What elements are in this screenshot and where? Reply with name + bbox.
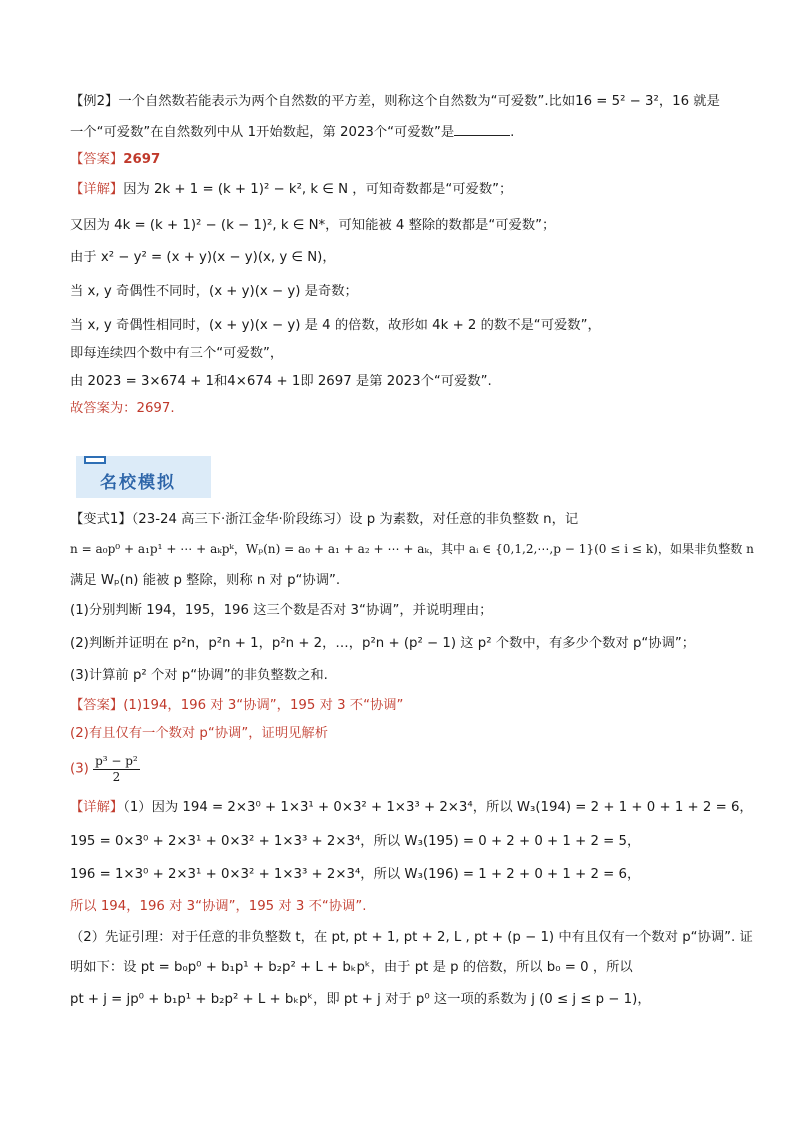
answer-1-label: 【答案】 xyxy=(70,152,124,167)
answer-blank xyxy=(454,123,510,136)
answer-2-line-1 xyxy=(70,697,403,715)
answer-1-value: 2697 xyxy=(123,152,161,167)
example-2-line-2-text: 一个“可爱数”在自然数列中从 1开始数起，第 2023个“可爱数”是 xyxy=(70,125,455,140)
fraction-numerator: p³ − p² xyxy=(95,754,138,768)
answer-2-part-1: (1)194，196 对 3“协调”，195 对 3 不“协调” xyxy=(123,698,404,713)
detail-2-line-5: （2）先证引理：对于任意的非负整数 t，在 pt, pt + 1, pt + 2, L , pt + (p − 1) 中有且仅有一个数对 p“协调”. 证 xyxy=(70,930,753,945)
detail-1-text-1: 因为 2k + 1 = (k + 1)² − k², k ∈ N ，可知奇数都是“可爱数”； xyxy=(123,182,513,197)
detail-1-line-7: 由 2023 = 3×674 + 1和4×674 + 1即 2697 是第 2023个“可爱数”. xyxy=(70,374,492,389)
answer-2-part-3-prefix: (3) xyxy=(70,761,89,777)
banner-title: 名校模拟 xyxy=(100,473,176,493)
question-2: (2)判断并证明在 p²n，p²n + 1，p²n + 2，…，p²n + (p² − 1) 这 p² 个数中，有多少个数对 p“协调”； xyxy=(70,636,696,651)
detail-2-text-1: （1）因为 194 = 2×3⁰ + 1×3¹ + 0×3² + 1×3³ + 2×3⁴，所以 W₃(194) = 2 + 1 + 0 + 1 + 2 = 6， xyxy=(123,800,753,815)
question-3: (3)计算前 p² 个对 p“协调”的非负整数之和. xyxy=(70,668,328,683)
detail-1-line-1 xyxy=(70,181,512,199)
answer-2-fraction xyxy=(93,754,140,785)
question-1: (1)分别判断 194，195，196 这三个数是否对 3“协调”，并说明理由； xyxy=(70,603,493,618)
detail-1-line-8: 故答案为：2697. xyxy=(70,401,175,416)
detail-1-line-2: 又因为 4k = (k + 1)² − (k − 1)², k ∈ N*，可知能被 4 整除的数都是“可爱数”； xyxy=(70,218,556,233)
example-2-line-2 xyxy=(70,123,514,142)
fraction-denominator: 2 xyxy=(112,770,121,784)
detail-1-line-4: 当 x, y 奇偶性不同时，(x + y)(x − y) 是奇数； xyxy=(70,284,358,299)
detail-1-line-5: 当 x, y 奇偶性相同时，(x + y)(x − y) 是 4 的倍数，故形如 4k + 2 的数不是“可爱数”， xyxy=(70,318,601,333)
detail-1-label: 【详解】 xyxy=(70,182,124,197)
detail-1-line-6: 即每连续四个数中有三个“可爱数”， xyxy=(70,346,284,361)
detail-2-line-6: 明如下：设 pt = b₀p⁰ + b₁p¹ + b₂p² + L + bₖpᵏ，由于 pt 是 p 的倍数，所以 b₀ = 0 ，所以 xyxy=(70,960,633,975)
answer-2-label: 【答案】 xyxy=(70,698,124,713)
detail-1-line-3: 由于 x² − y² = (x + y)(x − y)(x, y ∈ N)， xyxy=(70,250,336,265)
variant-1-line-3: 满足 Wₚ(n) 能被 p 整除，则称 n 对 p“协调”. xyxy=(70,573,341,588)
detail-2-line-2: 195 = 0×3⁰ + 2×3¹ + 0×3² + 1×3³ + 2×3⁴，所以 W₃(195) = 0 + 2 + 0 + 1 + 2 = 5， xyxy=(70,834,641,849)
banner-tab-icon xyxy=(84,456,106,464)
variant-1-line-1: 【变式1】（23-24 高三下·浙江金华·阶段练习）设 p 为素数，对任意的非负整数 n，记 xyxy=(70,512,579,527)
section-banner xyxy=(76,456,211,498)
variant-1-line-2: n = a₀p⁰ + a₁p¹ + ⋯ + aₖpᵏ，Wₚ(n) = a₀ + a₁ + a₂ + ⋯ + aₖ，其中 aᵢ ∈ {0,1,2,⋯,p − 1}(0 ≤ i ≤ k)，如果非负整数 n xyxy=(70,542,754,556)
detail-2-line-3: 196 = 1×3⁰ + 2×3¹ + 0×3² + 1×3³ + 2×3⁴，所以 W₃(196) = 1 + 2 + 0 + 1 + 2 = 6， xyxy=(70,867,641,882)
answer-2-part-3 xyxy=(70,754,140,785)
answer-2-part-2: (2)有且仅有一个数对 p“协调”，证明见解析 xyxy=(70,726,329,741)
detail-2-line-7: pt + j = jp⁰ + b₁p¹ + b₂p² + L + bₖpᵏ，即 pt + j 对于 p⁰ 这一项的系数为 j (0 ≤ j ≤ p − 1)， xyxy=(70,992,651,1007)
example-2-line-1: 【例2】一个自然数若能表示为两个自然数的平方差，则称这个自然数为“可爱数”.比如16 = 5² − 3²，16 就是 xyxy=(70,94,720,109)
answer-1 xyxy=(70,151,160,169)
detail-2-line-1 xyxy=(70,799,753,817)
example-2-line-2-end: . xyxy=(510,125,515,140)
detail-2-label: 【详解】 xyxy=(70,800,124,815)
detail-2-line-4: 所以 194，196 对 3“协调”，195 对 3 不“协调”. xyxy=(70,899,367,914)
